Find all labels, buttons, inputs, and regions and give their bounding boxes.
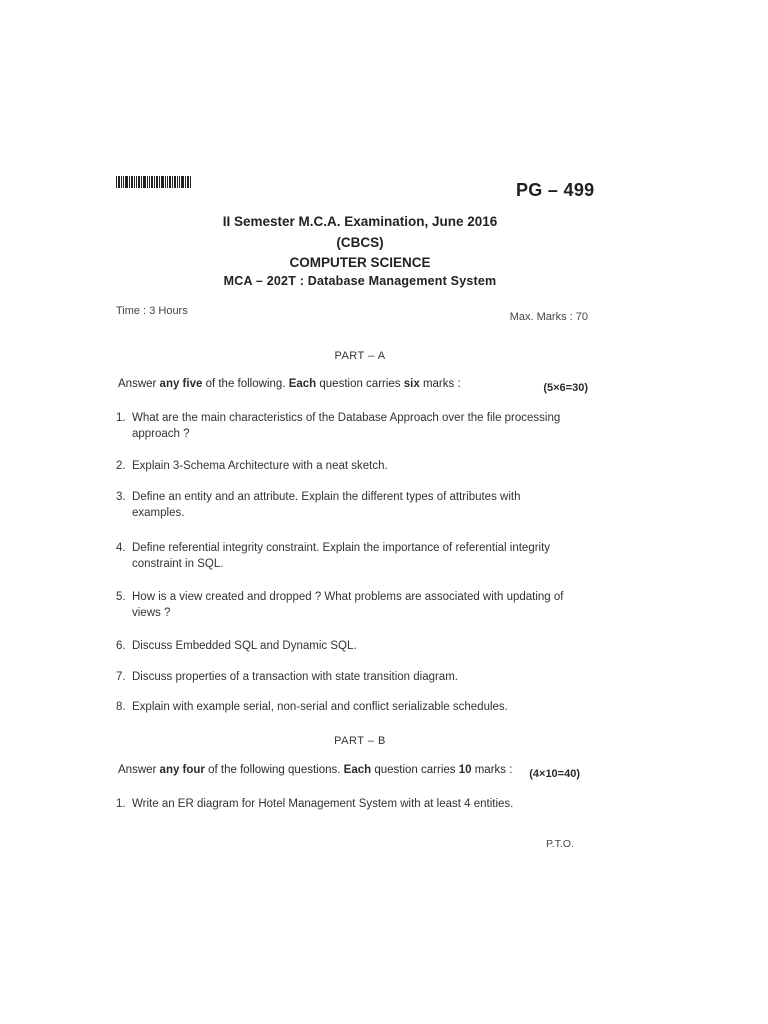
exam-title: II Semester M.C.A. Examination, June 2016 [222, 214, 498, 229]
part-b-instruction: Answer any four of the following questions. Each question carries 10 marks : (4×10=40) [118, 764, 580, 780]
question-a-4: 4. Define referential integrity constraint. Explain the importance of referential integrity constraint in SQL. [116, 542, 551, 570]
exam-scheme: (CBCS) [336, 235, 384, 250]
question-a-6: 6. Discuss Embedded SQL and Dynamic SQL. [116, 640, 357, 652]
pto-note: P.T.O. [546, 838, 574, 850]
question-a-1: 1. What are the main characteristics of the Database Approach over the file processing approach ? [116, 412, 561, 440]
part-a-score: (5×6=30) [543, 382, 588, 394]
question-a-8: 8. Explain with example serial, non-serial and conflict serializable schedules. [116, 701, 508, 713]
question-a-7: 7. Discuss properties of a transaction with state transition diagram. [116, 671, 458, 683]
exam-course: MCA – 202T : Database Management System [223, 274, 497, 288]
part-a-instruction: Answer any five of the following. Each question carries six marks : (5×6=30) [118, 378, 588, 394]
question-a-3: 3. Define an entity and an attribute. Explain the different types of attributes with examples. [116, 491, 521, 519]
exam-time: Time : 3 Hours [116, 305, 188, 317]
exam-subject: COMPUTER SCIENCE [289, 255, 431, 270]
part-a-title: PART – A [334, 350, 386, 362]
exam-max-marks: Max. Marks : 70 [509, 311, 588, 323]
barcode-icon [116, 176, 194, 188]
question-a-5: 5. How is a view created and dropped ? What problems are associated with updating of views ? [116, 591, 564, 619]
paper-code: PG – 499 [516, 180, 595, 200]
part-b-title: PART – B [334, 735, 386, 747]
question-b-1: 1. Write an ER diagram for Hotel Management System with at least 4 entities. [116, 798, 514, 810]
question-a-2: 2. Explain 3-Schema Architecture with a neat sketch. [116, 460, 388, 472]
part-b-score: (4×10=40) [529, 768, 580, 780]
